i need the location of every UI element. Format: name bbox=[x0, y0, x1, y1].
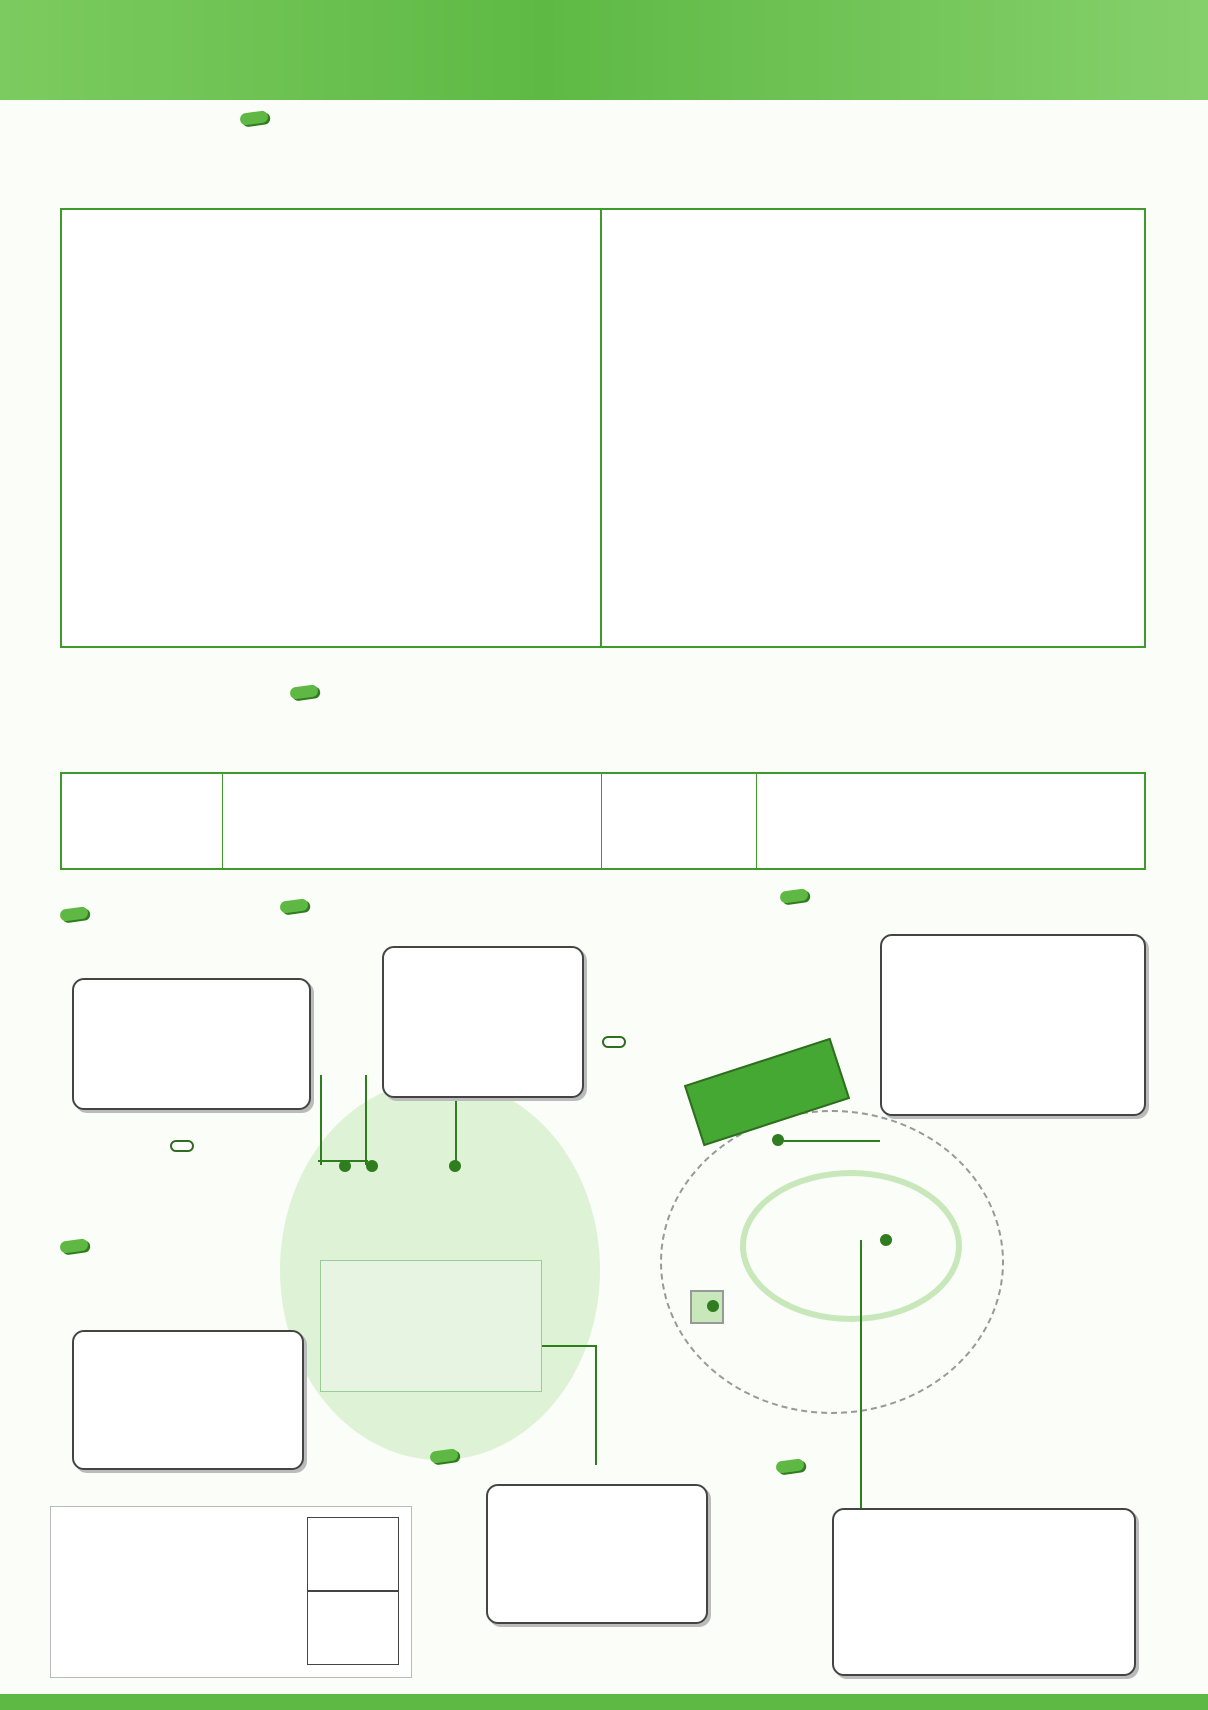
rest-area bbox=[602, 1036, 626, 1048]
schedule-right bbox=[600, 208, 1146, 648]
drum-box bbox=[72, 978, 311, 1110]
footer-band bbox=[0, 1694, 1208, 1710]
eat-text bbox=[832, 1508, 1136, 1676]
kids-box bbox=[320, 1260, 542, 1392]
make-box bbox=[486, 1484, 708, 1624]
osu-box bbox=[72, 1330, 304, 1470]
main-stage-tag bbox=[239, 110, 268, 126]
stamp-box-2 bbox=[307, 1591, 399, 1665]
kitchen-curve bbox=[740, 1170, 962, 1322]
bbq-ticket bbox=[50, 1506, 412, 1678]
schedule-left bbox=[60, 208, 602, 648]
page-header bbox=[0, 0, 1208, 100]
drum-tag bbox=[59, 906, 88, 922]
vr-text bbox=[382, 946, 584, 1098]
join-text bbox=[880, 934, 1146, 1116]
join-tag bbox=[779, 888, 808, 904]
make-tag bbox=[429, 1448, 458, 1464]
vr-tag bbox=[279, 898, 308, 914]
eat-tag bbox=[775, 1458, 804, 1474]
workshop-tag bbox=[289, 684, 318, 700]
workshop-table bbox=[60, 772, 1146, 870]
osu-tag bbox=[59, 1238, 88, 1254]
reception bbox=[170, 1140, 194, 1152]
stamp-box-1 bbox=[307, 1517, 399, 1591]
